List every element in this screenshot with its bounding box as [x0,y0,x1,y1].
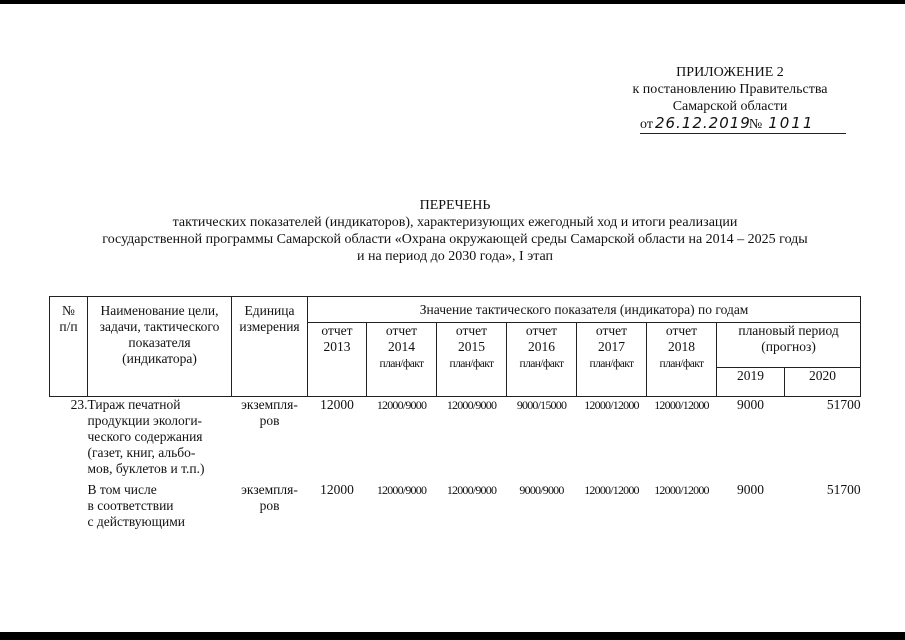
scan-bottom-border [0,632,905,640]
cell-2017: 12000/12000 [584,398,639,412]
scan-top-border [0,0,905,4]
cell-2020: 51700 [826,397,861,412]
date-prefix: от [640,117,653,132]
header-year-2016 [507,323,577,397]
table-row [50,482,861,530]
row-unit-line: экземпля- [241,482,298,497]
handwritten-date: 26.12.2019 [654,114,751,132]
header-year-label: отчет [665,323,698,338]
appendix-line-2: к постановлению Правительства [632,82,828,97]
handwritten-number: 1011 [768,114,815,132]
row-name-line: Тираж печатной [87,397,181,412]
row-name-line: мов, буклетов и т.п.) [87,461,205,476]
cell-2013: 12000 [320,482,354,497]
cell-2018: 12000/12000 [654,483,709,497]
header-values-span: Значение тактического показателя (индикатора) по годам [308,297,861,323]
row-name [88,397,232,483]
header-year-value: 2016 [528,339,555,354]
cell-2014: 12000/9000 [376,483,427,497]
appendix-line-3: Самарской области [672,99,788,114]
cell-2016: 9000/15000 [516,398,567,412]
row-name [88,482,232,530]
header-year-value: 2017 [598,339,625,354]
title-line-4: и на период до 2030 года», I этап [356,249,554,264]
header-year-2017 [577,323,647,397]
cell-2017: 12000/12000 [584,483,639,497]
header-year-2014 [367,323,437,397]
document-title [40,197,870,265]
header-year-2013 [308,323,367,397]
row-name-line: в соответствии [87,498,174,513]
header-name-line4: (индикатора) [122,351,197,366]
header-plan-line2: (прогноз) [761,339,816,354]
cell-2018: 12000/12000 [654,398,709,412]
header-plan-fact: план/факт [659,358,704,370]
cell-2019: 9000 [737,397,764,412]
title-heading: ПЕРЕЧЕНЬ [419,198,491,213]
title-line-3: государственной программы Самарской области «Охрана окружающей среды Самарской области на 2014 – 2025 годы [102,232,808,247]
header-unit [232,297,308,397]
header-plan-line1: плановый период [738,323,839,338]
row-name-line: (газет, книг, альбо- [87,445,196,460]
header-plan-fact: план/факт [589,358,634,370]
indicators-table [49,296,861,530]
row-name-line: с действующими [87,514,185,529]
table-row [50,397,861,483]
row-number [50,482,88,530]
header-num-line1: № [62,303,75,318]
header-year-value: 2014 [388,339,415,354]
header-year-label: отчет [525,323,558,338]
header-name-line3: показателя [128,335,191,350]
row-unit-line: ров [259,413,280,428]
header-year-label: отчет [455,323,488,338]
number-sign: № [748,117,763,132]
cell-2014: 12000/9000 [376,398,427,412]
header-name-line2: задачи, тактического [99,319,220,334]
header-num-line2: п/п [59,319,78,334]
row-unit-line: экземпля- [241,397,298,412]
header-plan-fact: план/факт [519,358,564,370]
cell-2020: 51700 [826,482,861,497]
header-year-label: отчет [595,323,628,338]
cell-2016: 9000/9000 [519,483,564,497]
header-num [50,297,88,397]
cell-2015: 12000/9000 [446,483,497,497]
header-year-label: отчет [321,323,353,338]
row-name-line: ческого содержания [87,429,203,444]
header-year-2015 [437,323,507,397]
cell-2019: 9000 [737,482,764,497]
header-year-value: 2013 [323,339,351,354]
row-number: 23. [70,397,88,412]
header-year-2019: 2019 [717,368,785,397]
row-name-line: продукции экологи- [87,413,203,428]
row-unit [232,397,308,483]
header-year-label: отчет [385,323,418,338]
header-year-2020: 2020 [785,368,861,397]
appendix-block [560,64,900,132]
cell-2015: 12000/9000 [446,398,497,412]
resolution-date-number [640,115,846,134]
row-name-line: В том числе [87,482,157,497]
row-unit-line: ров [259,498,280,513]
row-unit [232,482,308,530]
header-year-2018 [647,323,717,397]
header-name [88,297,232,397]
header-year-value: 2015 [458,339,485,354]
header-year-value: 2018 [668,339,695,354]
header-unit-line1: Единица [244,303,295,318]
header-plan-fact: план/факт [449,358,494,370]
cell-2013: 12000 [320,397,354,412]
header-name-line1: Наименование цели, [100,303,219,318]
header-plan-fact: план/факт [379,358,424,370]
header-unit-line2: измерения [239,319,300,334]
header-plan-period [717,323,861,368]
appendix-title: ПРИЛОЖЕНИЕ 2 [676,65,784,80]
title-line-2: тактических показателей (индикаторов), характеризующих ежегодный ход и итоги реализации [172,215,738,230]
